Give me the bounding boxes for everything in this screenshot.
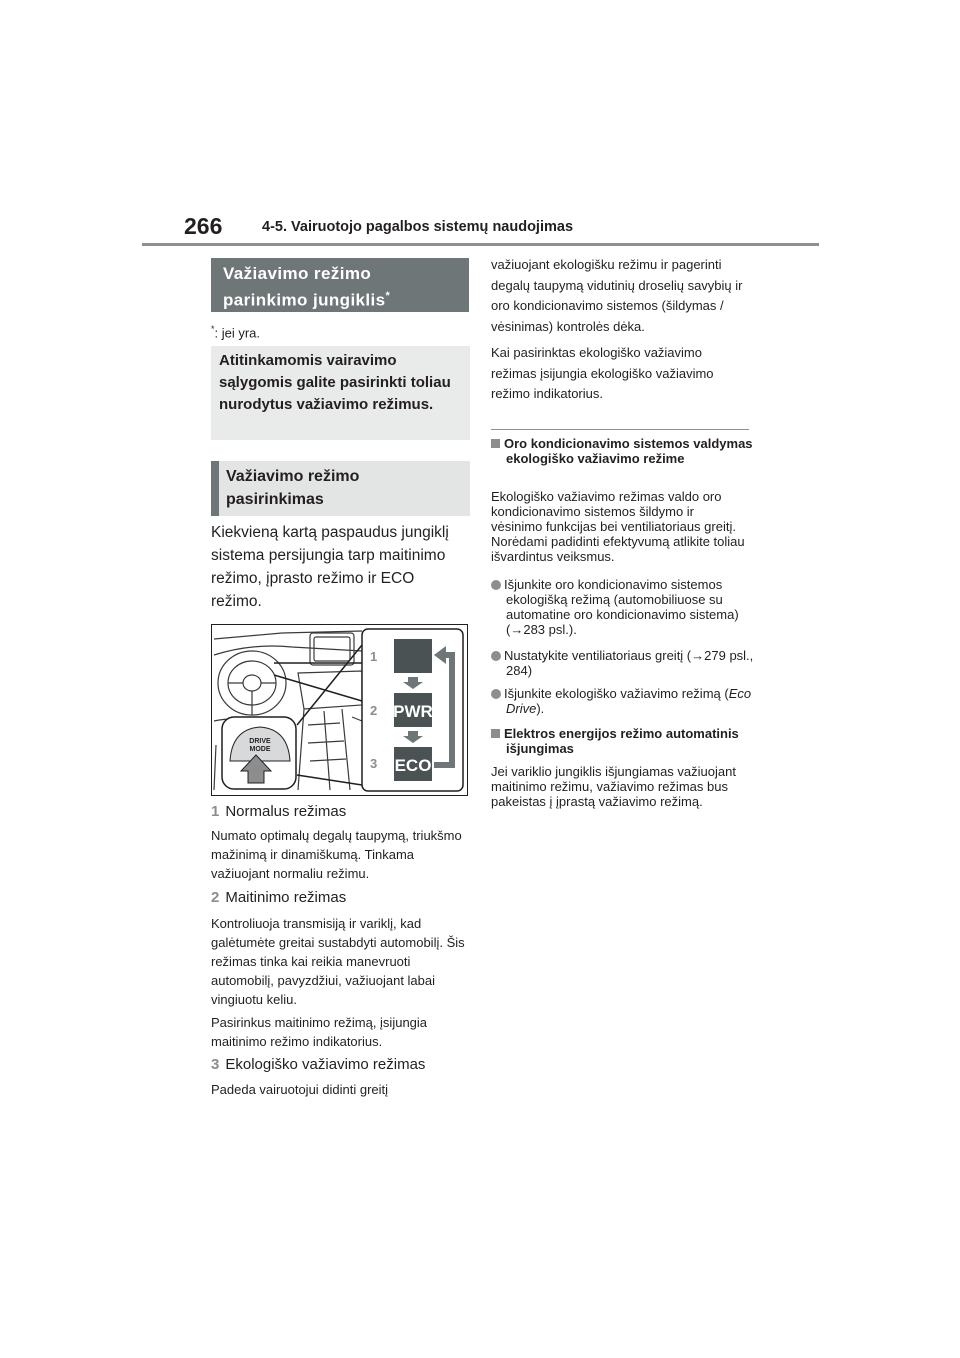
bullet-item	[491, 577, 764, 637]
mode-2-description: Kontroliuoja transmisiją ir variklį, kad galėtumėte greitai sustabdyti automobilį. Šis režimas tinka kai reikia manevruoti automobilį, pavyzdžiui, važiuojant labai vingiuotu keliu.	[211, 916, 465, 1007]
figure-label-2: 2	[370, 703, 378, 718]
mode-2-number: 2	[211, 889, 220, 906]
eco-mode-paragraph-2: Kai pasirinktas ekologiško važiavimo režimas įsijungia ekologiško važiavimo režimo indikatorius.	[491, 345, 714, 401]
mode-1-description: Numato optimalų degalų taupymą, triukšmo mažinimą ir dinamiškumą. Tinkama važiuojant normaliu režimu.	[211, 828, 462, 881]
bullet-1-text-a: Išjunkite oro kondicionavimo sistemos ekologišką režimą (automobiliuose su automatine oro kondicionavimo sistema) (	[504, 577, 739, 637]
bullet-3-text-b: ).	[536, 701, 545, 716]
figure-label-1: 1	[370, 649, 378, 664]
info-box	[211, 346, 470, 440]
ac-eco-heading-text: Oro kondicionavimo sistemos valdymas ekologiško važiavimo režime	[504, 436, 753, 466]
circle-bullet-icon	[491, 580, 501, 590]
info-box-text: Atitinkamomis vairavimo sąlygomis galite pasirinkti toliau nurodytus važiavimo režimus.	[219, 352, 451, 413]
pwr-label: PWR	[393, 702, 433, 721]
mode-3-title: Ekologiško važiavimo režimas	[225, 1056, 426, 1073]
bullet-1-text-b: 283 psl.).	[523, 622, 577, 637]
mode-1-number: 1	[211, 803, 220, 820]
square-bullet-icon	[491, 439, 500, 448]
square-bullet-icon	[491, 729, 500, 738]
header-rule	[142, 243, 819, 246]
button-label-1: DRIVE	[249, 738, 271, 745]
mode-1-heading	[211, 803, 346, 820]
bullet-3-italic: Eco Drive	[506, 686, 752, 716]
power-mode-auto-off-description: Jei variklio jungiklis išjungiamas važiuojant maitinimo režimu, važiavimo režimas bus pakeistas į įprastą važiavimo režimą.	[491, 764, 736, 809]
divider	[491, 429, 749, 430]
footnote-text: : jei yra.	[214, 325, 261, 341]
footnote-marker: *	[385, 290, 391, 302]
eco-label: ECO	[394, 756, 432, 775]
bullet-item	[491, 686, 764, 716]
mode-2-title: Maitinimo režimas	[225, 889, 347, 906]
figure-label-3: 3	[370, 756, 378, 771]
footnote-mark: *	[211, 324, 215, 334]
subheading-line-1: Važiavimo režimo	[226, 468, 360, 485]
dashboard-illustration	[212, 625, 467, 795]
eco-mode-continued	[491, 255, 749, 405]
heading-line-1: Važiavimo režimo	[223, 264, 372, 283]
drive-mode-figure	[211, 624, 468, 796]
bullet-3-text-a: Išjunkite ekologiško važiavimo režimą (	[504, 686, 729, 701]
subsection-heading-mode-selection	[211, 461, 470, 516]
section-heading-drive-mode-switch	[211, 258, 469, 312]
arrow-icon: →	[691, 648, 705, 663]
power-mode-auto-off-heading-text: Elektros energijos režimo automatinis išjungimas	[504, 726, 739, 756]
heading-bar	[211, 461, 219, 516]
mode-3-number: 3	[211, 1056, 220, 1073]
subheading-line-2: pasirinkimas	[226, 491, 324, 508]
mode-3-description: Padeda vairuotojui didinti greitį	[211, 1082, 389, 1097]
intro-paragraph: Kiekvieną kartą paspaudus jungiklį sistema persijungia tarp maitinimo režimo, įprasto režimo ir ECO režimo.	[211, 524, 449, 610]
bullet-item	[491, 648, 764, 678]
bullet-2-text-a: Nustatykite ventiliatoriaus greitį (	[504, 648, 692, 663]
power-mode-auto-off-heading	[491, 726, 756, 756]
normal-mode-indicator	[394, 639, 432, 673]
footnote	[211, 324, 260, 340]
ac-eco-description: Ekologiško važiavimo režimas valdo oro kondicionavimo sistemos šildymo ir vėsinimo funkcijas bei ventiliatoriaus greitį. Norėdami padidinti efektyvumą atlikite toliau išvardintus veiksmus.	[491, 489, 745, 564]
mode-2-heading	[211, 889, 346, 906]
mode-2-note: Pasirinkus maitinimo režimą, įsijungia maitinimo režimo indikatorius.	[211, 1015, 428, 1049]
heading-line-2: parinkimo jungiklis	[223, 290, 386, 310]
arrow-icon: →	[510, 622, 524, 637]
button-label-2: MODE	[249, 746, 271, 753]
mode-1-title: Normalus režimas	[225, 803, 347, 820]
circle-bullet-icon	[491, 651, 501, 661]
mode-3-heading	[211, 1056, 425, 1073]
bullet-2-text-b: 279 psl., 284)	[506, 648, 754, 678]
page-number: 266	[184, 213, 223, 239]
ac-eco-heading	[491, 436, 756, 466]
section-title: 4-5. Vairuotojo pagalbos sistemų naudojimas	[262, 219, 574, 235]
eco-mode-paragraph-1: važiuojant ekologišku režimu ir pagerinti degalų taupymą vidutinių droselių savybių ir oro kondicionavimo sistemos (šildymas / vėsinimas) kontrolės dėka.	[491, 257, 743, 334]
circle-bullet-icon	[491, 689, 501, 699]
